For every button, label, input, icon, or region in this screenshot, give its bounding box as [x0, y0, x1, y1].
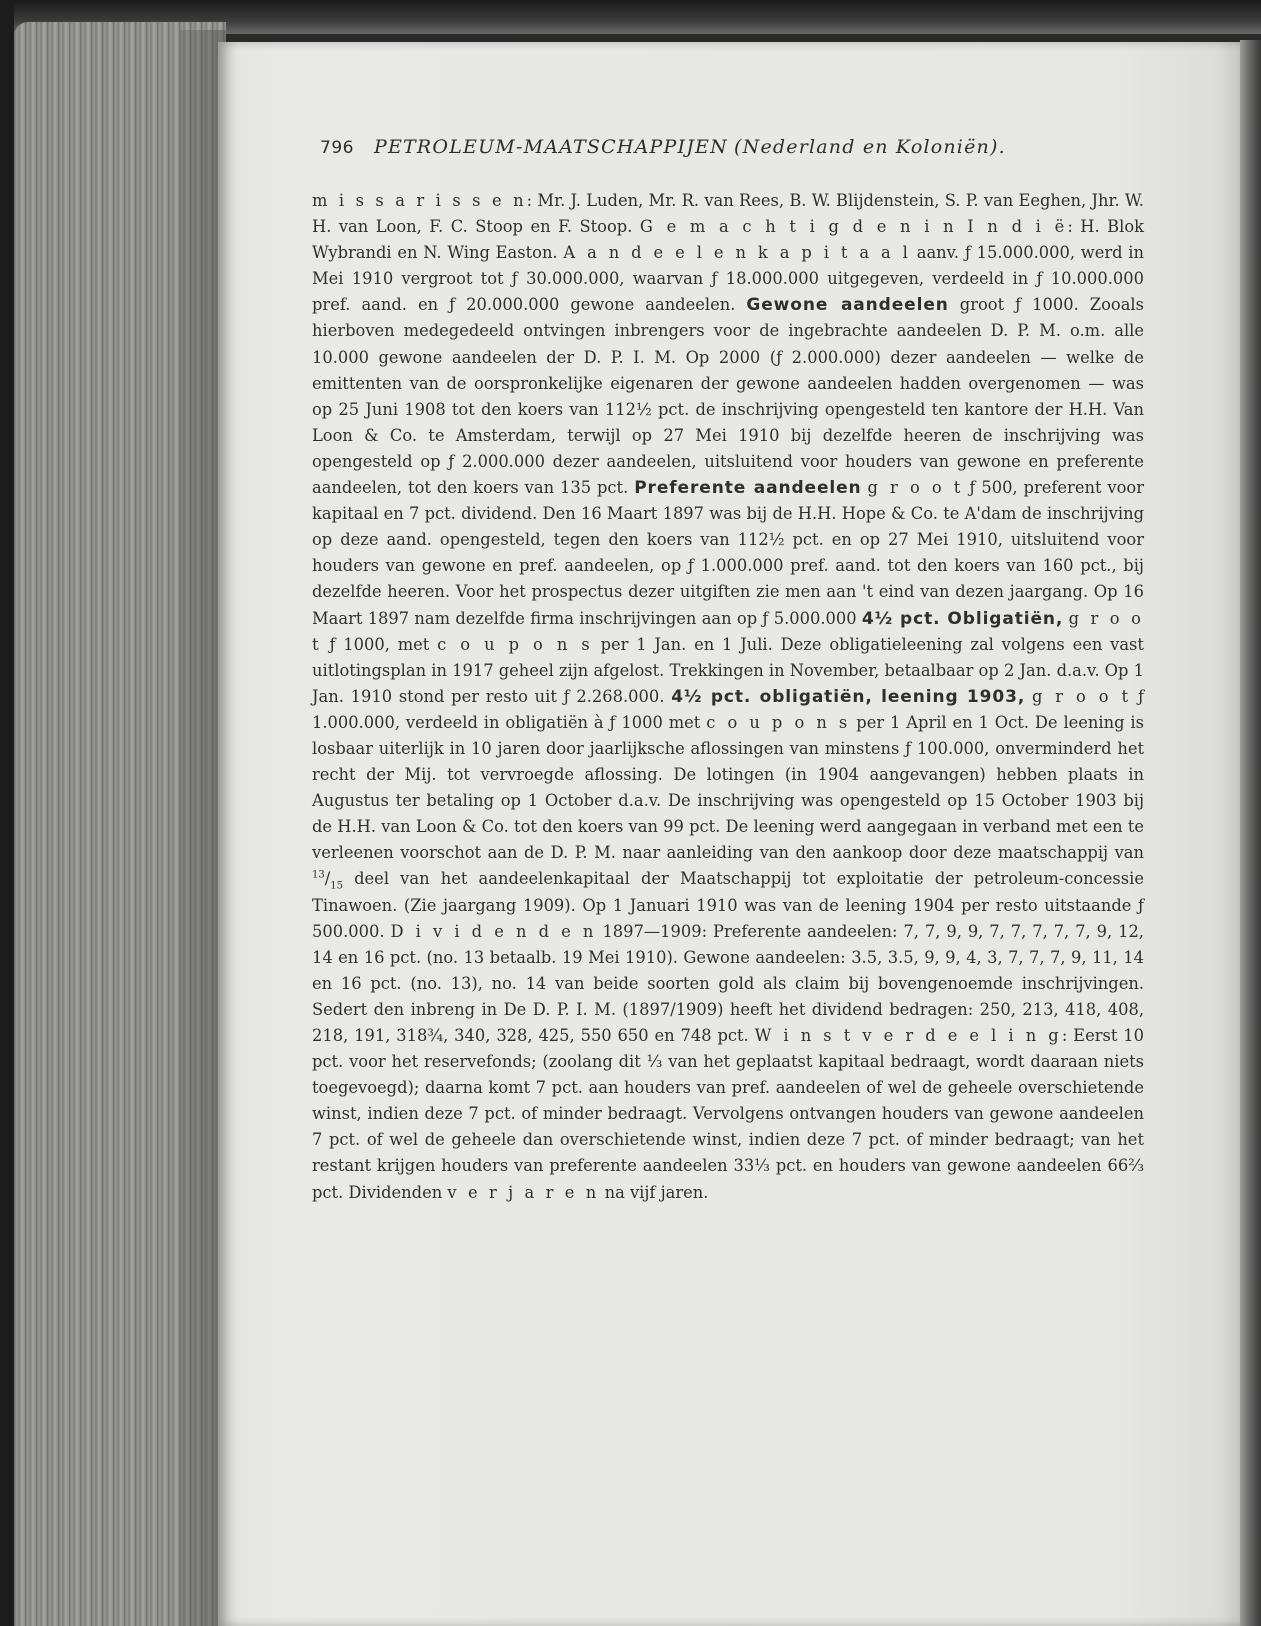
text-run: : Mr. J. Luden, Mr. R. van Rees, B. W. Blijdenstein, S. P. van Eeghen, Jhr. W. H. van Loon, F. C. Stoop en F. Stoop. — [312, 191, 1144, 237]
spaced-term: D i v i d e n d e n — [390, 921, 597, 941]
running-subtitle: (Nederland en Koloniën). — [734, 136, 1006, 158]
spaced-term: g r o o t — [312, 608, 1144, 654]
scan-right-border — [1240, 40, 1261, 1626]
text-run: na vijf jaren. — [604, 1182, 709, 1202]
text-run: ƒ 1.000.000, verdeeld in obligatiën à ƒ 1000 met — [312, 686, 1144, 732]
body-paragraph: m i s s a r i s s e n: Mr. J. Luden, Mr. R. van Rees, B. W. Blijdenstein, S. P. van Eeghen, Jhr. W. H. van Loon, F. C. Stoop en F. Stoop. G e m a c h t i g d e n i n I n d i ë: H. Blok Wybrandi en N. Wing Easton. A a n d e e l e n k a p i t a a l aanv. ƒ 15.000.000, werd in Mei 1910 vergroot tot ƒ 30.000.000, waarvan ƒ 18.000.000 uitgegeven, verdeeld in ƒ 10.000.000 pref. aand. en ƒ 20.000.000 gewone aandeelen. Gewone aandeelen groot ƒ 1000. Zooals hierboven medegedeeld ontvingen inbrengers voor de ingebrachte aandeelen D. P. M. o.m. alle 10.000 gewone aandeelen der D. P. I. M. Op 2000 (ƒ 2.000.000) dezer aandeelen — welke de emittenten van de oorspronkelijke eigenaren der gewone aandeelen hadden overgenomen — was op 25 Juni 1908 tot den koers van 112½ pct. de inschrijving opengesteld ten kantore der H.H. Van Loon & Co. te Amsterdam, terwijl op 27 Mei 1910 bij dezelfde heeren de inschrijving was opengesteld op ƒ 2.000.000 dezer aandeelen, uitsluitend voor houders van gewone en preferente aandeelen, tot den koers van 135 pct. Preferente aandeelen g r o o t ƒ 500, preferent voor kapitaal en 7 pct. dividend. Den 16 Maart 1897 was bij de H.H. Hope & Co. te A'dam de inschrijving op deze aand. opengesteld, tegen den koers van 112½ pct. en op 27 Mei 1910, uitsluitend voor houders van gewone en pref. aandeelen, op ƒ 1.000.000 pref. aand. tot den koers van 160 pct., bij dezelfde heeren. Voor het prospectus dezer uitgiften zie men aan 't eind van dezen jaargang. Op 16 Maart 1897 nam dezelfde firma inschrijvingen aan op ƒ 5.000.000 4½ pct. Obligatiën, g r o o t ƒ 1000, met c o u p o n s per 1 Jan. en 1 Juli. Deze obligatieleening zal volgens een vast uitlotingsplan in 1917 geheel zijn afgelost. Trekkingen in November, betaalbaar op 2 Jan. d.a.v. Op 1 Jan. 1910 stond per resto uit ƒ 2.268.000. 4½ pct. obligatiën, leening 1903, g r o o t ƒ 1.000.000, verdeeld in obligatiën à ƒ 1000 met c o u p o n s per 1 April en 1 Oct. De leening is losbaar uiterlijk in 10 jaren door jaarlijksche aflossingen van minstens ƒ 100.000, onverminderd het recht der Mij. tot vervroegde aflossing. De lotingen (in 1904 aangevangen) hebben plaats in Augustus ter betaling op 1 October d.a.v. De inschrijving was opengesteld op 15 October 1903 bij de H.H. van Loon & Co. tot den koers van 99 pct. De leening werd aangegaan in verband met een te verleenen voorschot aan de D. P. M. naar aanleiding van den aankoop door deze maatschappij van $^{13}/_{15}$ deel van het aandeelenkapitaal der Maatschappij tot exploitatie der petroleum-concessie Tinawoen. (Zie jaargang 1909). Op 1 Januari 1910 was van de leening 1904 per resto uitstaande ƒ 500.000. D i v i d e n d e n 1897—1909: Preferente aandeelen: 7, 7, 9, 9, 7, 7, 7, 7, 7, 9, 12, 14 en 16 pct. (no. 13 betaalb. 19 Mei 1910). Gewone aandeelen: 3.5, 3.5, 9, 9, 4, 3, 7, 7, 7, 9, 11, 14 en 16 pct. (no. 13), no. 14 van beide soorten gold als claim bij bovengenoemde inschrijvingen. Sedert den inbreng in De D. P. I. M. (1897/1909) heeft het dividend bedragen: 250, 213, 418, 408, 218, 191, 318¾, 340, 328, 425, 550 650 en 748 pct. W i n s t v e r d e e l i n g: Eerst 10 pct. voor het reservefonds; (zoolang dit ⅓ van het geplaatst kapitaal bedraagt, wordt daaraan niets toegevoegd); daarna komt 7 pct. aan houders van pref. aandeelen of wel de geheele overschietende winst, indien deze 7 pct. of minder bedraagt. Vervolgens ontvangen houders van gewone aandeelen 7 pct. of wel de geheele dan overschietende winst, indien deze 7 pct. of minder bedraagt; van het restant krijgen houders van preferente aandeelen 33⅓ pct. en houders van gewone aandeelen 66⅔ pct. Dividenden v e r j a r e n na vijf jaren. — [312, 191, 1144, 1202]
bold-heading: Gewone aandeelen — [746, 295, 949, 316]
text-run: per 1 April en 1 Oct. De leening is losbaar uiterlijk in 10 jaren door jaarlijksche aflossingen van minstens ƒ 100.000, onverminderd het recht der Mij. tot vervroegde aflossing. De lotingen (in 1904 aangevangen) hebben plaats in Augustus ter betaling op 1 October d.a.v. De inschrijving was opengesteld op 15 October 1903 bij de H.H. van Loon & Co. tot den koers van 99 pct. De leening werd aangegaan in verband met een te verleenen voorschot aan de D. P. M. naar aanleiding van den aankoop door deze maatschappij van — [312, 712, 1144, 863]
text-run: : H. Blok Wybrandi en N. Wing Easton. — [312, 217, 1144, 263]
text-run: ƒ 1000, met — [329, 634, 430, 654]
spaced-term: c o u p o n s — [706, 712, 851, 732]
spaced-term: c o u p o n s — [437, 634, 593, 654]
text-run: per 1 Jan. en 1 Juli. Deze obligatieleening zal volgens een vast uitlotingsplan in 1917 geheel zijn afgelost. Trekkingen in November, betaalbaar op 2 Jan. d.a.v. Op 1 Jan. 1910 stond per resto uit ƒ 2.268.000. — [312, 634, 1144, 706]
spaced-term: m i s s a r i s s e n — [312, 191, 527, 210]
page-header — [320, 136, 1120, 166]
spaced-term: A a n d e e l e n k a p i t a a l — [563, 243, 911, 263]
spaced-term: v e r j a r e n — [447, 1182, 600, 1202]
text-run: aanv. ƒ 15.000.000, werd in Mei 1910 vergroot tot ƒ 30.000.000, waarvan ƒ 18.000.000 uitgegeven, verdeeld in ƒ 10.000.000 pref. aand. en ƒ 20.000.000 gewone aandeelen. — [312, 243, 1144, 315]
spaced-term: W i n s t v e r d e e l i n g — [754, 1026, 1062, 1045]
scan-left-border — [0, 0, 14, 1626]
page-number: 796 — [320, 138, 354, 158]
spaced-term: g r o o t — [867, 478, 964, 498]
text-run: 1897—1909: Preferente aandeelen: 7, 7, 9, 9, 7, 7, 7, 7, 7, 9, 12, 14 en 16 pct. (no. 13 betaalb. 19 Mei 1910). Gewone aandeelen: 3.5, 3.5, 9, 9, 4, 3, 7, 7, 7, 9, 11, 14 en 16 pct. (no. 13), no. 14 van beide soorten gold als claim bij bovengenoemde inschrijvingen. Sedert den inbreng in De D. P. I. M. (1897/1909) heeft het dividend bedragen: 250, 213, 418, 408, 218, 191, 318¾, 340, 328, 425, 550 650 en 748 pct. — [312, 921, 1144, 1045]
text-run: ƒ 500, preferent voor kapitaal en 7 pct. dividend. Den 16 Maart 1897 was bij de H.H. Hope & Co. te A'dam de inschrijving op deze aand. opengesteld, tegen den koers van 112½ pct. en op 27 Mei 1910, uitsluitend voor houders van gewone en pref. aandeelen, op ƒ 1.000.000 pref. aand. tot den koers van 160 pct., bij dezelfde heeren. Voor het prospectus dezer uitgiften zie men aan 't eind van dezen jaargang. Op 16 Maart 1897 nam dezelfde firma inschrijvingen aan op ƒ 5.000.000 — [312, 478, 1144, 628]
spaced-term: G e m a c h t i g d e n i n I n d i ë — [639, 217, 1068, 237]
fraction-numerator: 13 — [312, 870, 325, 882]
text-run: groot ƒ 1000. Zooals hierboven medegedeeld ontvingen inbrengers voor de ingebrachte aandeelen D. P. M. o.m. alle 10.000 gewone aandeelen der D. P. I. M. Op 2000 (ƒ 2.000.000) dezer aandeelen — welke de emittenten van de oorspronkelijke eigenaren der gewone aandeelen hadden overgenomen — was op 25 Juni 1908 tot den koers van 112½ pct. de inschrijving opengesteld ten kantore der H.H. Van Loon & Co. te Amsterdam, terwijl op 27 Mei 1910 bij dezelfde heeren de inschrijving was opengesteld op ƒ 2.000.000 dezer aandeelen, uitsluitend voor houders van gewone en preferente aandeelen, tot den koers van 135 pct. — [312, 295, 1144, 498]
spaced-term: g r o o t — [1031, 686, 1132, 706]
text-run: deel van het aandeelenkapitaal der Maatschappij tot exploitatie der petroleum-concessie Tinawoen. (Zie jaargang 1909). Op 1 Januari 1910 was van de leening 1904 per resto uitstaande ƒ 500.000. — [312, 869, 1144, 941]
bold-heading: 4½ pct. obligatiën, leening 1903, — [671, 686, 1026, 707]
text-run: : Eerst 10 pct. voor het reservefonds; (zoolang dit ⅓ van het geplaatst kapitaal bedraagt, wordt daaraan niets toegevoegd); daarna komt 7 pct. aan houders van pref. aandeelen of wel de geheele overschietende winst, indien deze 7 pct. of minder bedraagt. Vervolgens ontvangen houders van gewone aandeelen 7 pct. of wel de geheele dan overschietende winst, indien deze 7 pct. of minder bedraagt; van het restant krijgen houders van preferente aandeelen 33⅓ pct. en houders van gewone aandeelen 66⅔ pct. Dividenden — [312, 1026, 1144, 1202]
bold-heading: 4½ pct. Obligatiën, — [861, 608, 1064, 629]
bold-heading: Preferente aandeelen — [634, 478, 862, 499]
running-title: PETROLEUM-MAATSCHAPPIJEN — [374, 136, 728, 158]
fraction-denominator: 15 — [330, 880, 343, 892]
